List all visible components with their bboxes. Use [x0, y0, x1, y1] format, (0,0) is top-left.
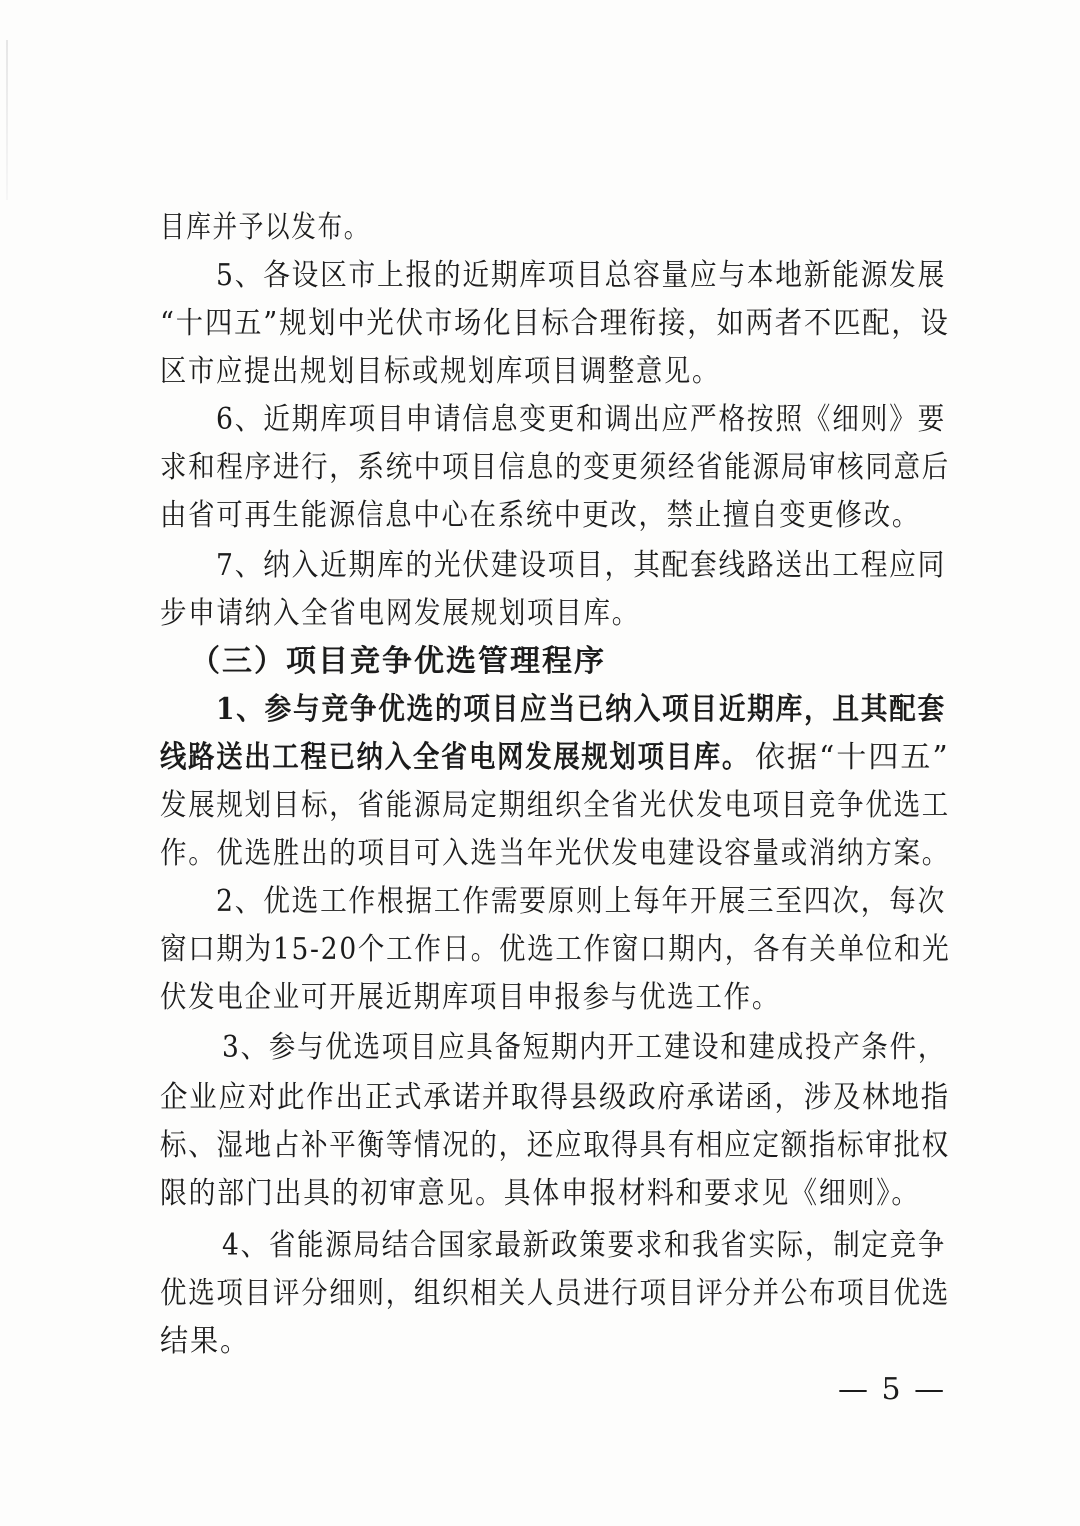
text-line-16: 窗口期为15-20个工作日。优选工作窗口期内，各有关单位和光 [160, 932, 951, 967]
text-line-7: 由省可再生能源信息中心在系统中更改，禁止擅自变更修改。 [160, 498, 920, 533]
text-line-22: 4、省能源局结合国家最新政策要求和我省实际，制定竞争 [222, 1228, 947, 1263]
text-line-3: “十四五”规划中光伏市场化目标合理衔接，如两者不匹配，设 [160, 306, 950, 341]
text-line-23: 优选项目评分细则，组织相关人员进行项目评分并公布项目优选 [160, 1276, 950, 1311]
text-line-18: 3、参与优选项目应具备短期内开工建设和建成投产条件， [222, 1030, 947, 1065]
text-line-2: 5、各设区市上报的近期库项目总容量应与本地新能源发展 [216, 258, 947, 293]
text-line-12-bold: 线路送出工程已纳入全省电网发展规划项目库。 [160, 740, 750, 775]
text-line-15: 2、优选工作根据工作需要原则上每年开展三至四次，每次 [216, 884, 947, 919]
text-line-6: 求和程序进行，系统中项目信息的变更须经省能源局审核同意后 [160, 450, 950, 485]
text-line-17: 伏发电企业可开展近期库项目申报参与优选工作。 [160, 980, 780, 1015]
text-line-11: 1、参与竞争优选的项目应当已纳入项目近期库，且其配套 [216, 692, 946, 727]
text-line-5: 6、近期库项目申请信息变更和调出应严格按照《细则》要 [216, 402, 947, 437]
text-line-21: 限的部门出具的初审意见。具体申报材料和要求见《细则》。 [160, 1176, 920, 1211]
text-line-20: 标、湿地占补平衡等情况的，还应取得具有相应定额指标审批权 [160, 1128, 950, 1163]
text-line-12-normal: 依据“十四五” [755, 740, 950, 775]
text-line-19: 企业应对此作出正式承诺并取得县级政府承诺函，涉及林地指 [160, 1080, 950, 1115]
text-line-1: 目库并予以发布。 [160, 210, 370, 245]
text-line-8: 7、纳入近期库的光伏建设项目，其配套线路送出工程应同 [216, 548, 947, 583]
text-line-13: 发展规划目标，省能源局定期组织全省光伏发电项目竞争优选工 [160, 788, 950, 823]
text-line-4: 区市应提出规划目标或规划库项目调整意见。 [160, 354, 720, 389]
scan-edge-mark [6, 40, 8, 200]
page-number: — 5 — [838, 1372, 947, 1407]
section-heading: （三）项目竞争优选管理程序 [190, 644, 606, 679]
text-line-9: 步申请纳入全省电网发展规划项目库。 [160, 596, 640, 631]
text-line-24: 结果。 [160, 1324, 250, 1359]
text-line-14: 作。优选胜出的项目可入选当年光伏发电建设容量或消纳方案。 [160, 836, 950, 871]
